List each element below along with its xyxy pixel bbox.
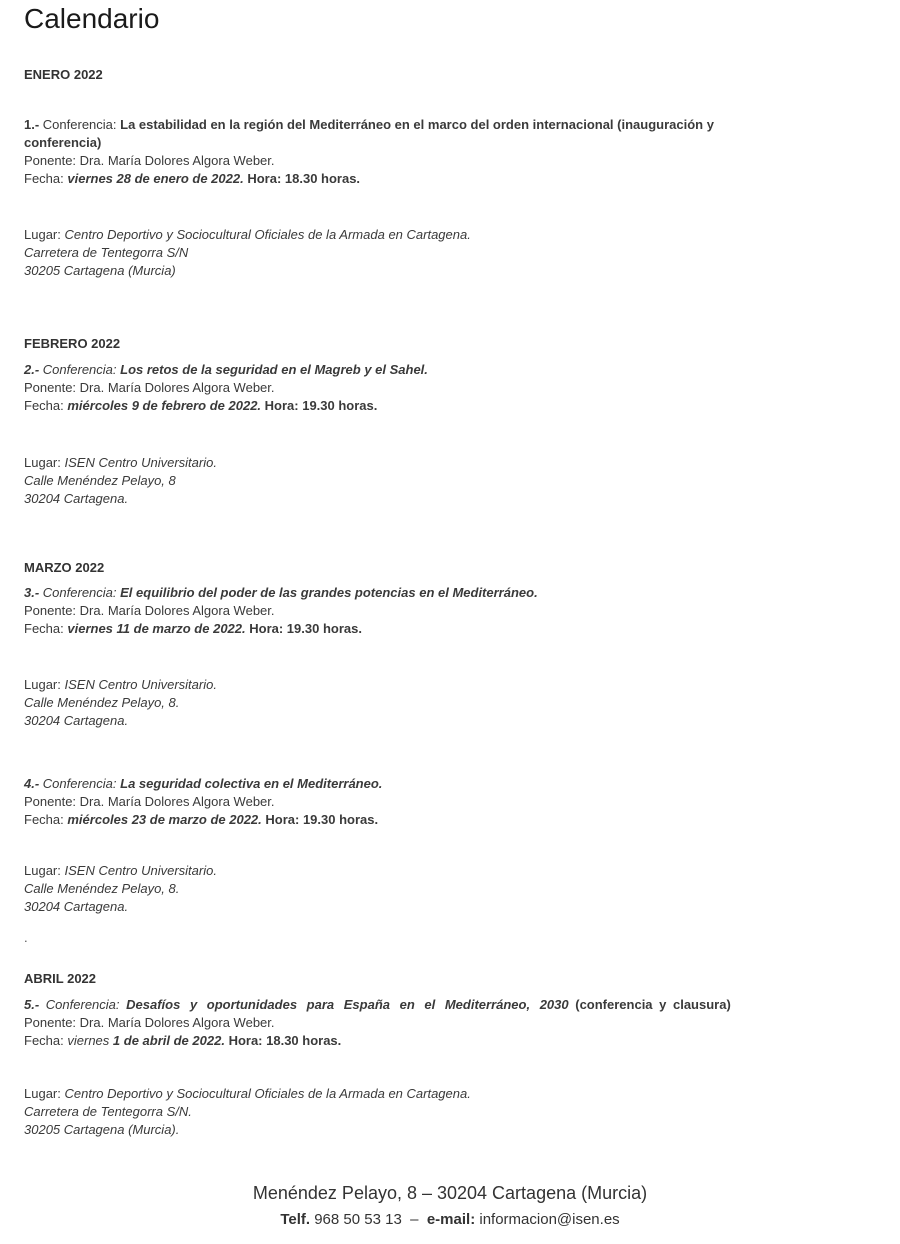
place-line xyxy=(24,226,870,244)
event-time: Hora: 18.30 horas. xyxy=(247,171,361,186)
place-label: Lugar: xyxy=(24,455,61,470)
event-number: 1.- xyxy=(24,117,40,132)
place-name: ISEN Centro Universitario. xyxy=(64,455,217,470)
event-date-line xyxy=(24,170,870,188)
event-5 xyxy=(24,996,870,1050)
event-speaker: Ponente: Dra. María Dolores Algora Weber. xyxy=(24,1015,275,1030)
month-heading-febrero: FEBRERO 2022 xyxy=(24,336,121,351)
event-topic: El equilibrio del poder de las grandes potencias en el Mediterráneo. xyxy=(120,585,538,600)
event-3-topic-line xyxy=(24,584,870,602)
stray-period: . xyxy=(24,930,28,945)
event-topic: La seguridad colectiva en el Mediterráneo. xyxy=(120,776,383,791)
event-2 xyxy=(24,361,870,415)
event-time: Hora: 18.30 horas. xyxy=(228,1033,342,1048)
event-4 xyxy=(24,775,870,829)
event-speaker: Ponente: Dra. María Dolores Algora Weber. xyxy=(24,794,275,809)
tel-number: 968 50 53 13 xyxy=(314,1211,402,1228)
place-label: Lugar: xyxy=(24,863,61,878)
event-date: viernes 11 de marzo de 2022. xyxy=(67,621,246,636)
month-heading-enero: ENERO 2022 xyxy=(24,67,103,82)
event-date-line xyxy=(24,811,870,829)
footer-address: Menéndez Pelayo, 8 – 30204 Cartagena (Murcia) xyxy=(252,1183,648,1203)
event-2-topic-line xyxy=(24,361,870,379)
event-date-line xyxy=(24,397,870,415)
event-kind: Conferencia: xyxy=(42,362,117,377)
event-number: 3.- xyxy=(24,585,40,600)
email-link[interactable]: informacion@isen.es xyxy=(479,1211,620,1228)
event-1-place xyxy=(24,226,870,280)
place-name: Centro Deportivo y Sociocultural Oficiales de la Armada en Cartagena. xyxy=(64,1086,471,1101)
event-1 xyxy=(24,116,870,188)
event-topic-suffix: (conferencia y clausura) xyxy=(575,997,731,1012)
event-date-line xyxy=(24,1032,870,1050)
place-label: Lugar: xyxy=(24,1086,61,1101)
event-time: Hora: 19.30 horas. xyxy=(265,812,379,827)
event-2-place xyxy=(24,454,870,508)
event-4-place xyxy=(24,862,870,916)
event-topic-continued: conferencia) xyxy=(24,135,102,150)
event-time: Hora: 19.30 horas. xyxy=(264,398,378,413)
event-number: 4.- xyxy=(24,776,40,791)
date-label: Fecha: xyxy=(24,621,64,636)
event-date: miércoles 9 de febrero de 2022. xyxy=(67,398,262,413)
event-5-topic-line xyxy=(24,996,870,1014)
event-5-place xyxy=(24,1085,870,1139)
place-line xyxy=(24,676,870,694)
event-speaker: Ponente: Dra. María Dolores Algora Weber. xyxy=(24,603,275,618)
place-address-1: Calle Menéndez Pelayo, 8 xyxy=(24,473,176,488)
place-address-2: 30205 Cartagena (Murcia) xyxy=(24,263,176,278)
month-heading-marzo: MARZO 2022 xyxy=(24,560,105,575)
footer-contact xyxy=(0,1210,900,1230)
place-address-1: Calle Menéndez Pelayo, 8. xyxy=(24,881,180,896)
event-kind: Conferencia: xyxy=(42,117,117,132)
place-line xyxy=(24,1085,870,1103)
event-topic: Desafíos y oportunidades para España en el Mediterráneo, 2030 xyxy=(126,997,569,1012)
place-label: Lugar: xyxy=(24,677,61,692)
event-speaker: Ponente: Dra. María Dolores Algora Weber. xyxy=(24,153,275,168)
place-address-2: 30204 Cartagena. xyxy=(24,491,129,506)
event-date-line xyxy=(24,620,870,638)
date-label: Fecha: xyxy=(24,171,64,186)
place-address-2: 30204 Cartagena. xyxy=(24,899,129,914)
email-label: e-mail: xyxy=(426,1211,476,1228)
event-number: 2.- xyxy=(24,362,40,377)
place-address-2: 30205 Cartagena (Murcia). xyxy=(24,1122,180,1137)
tel-label: Telf. xyxy=(280,1211,311,1228)
event-4-topic-line xyxy=(24,775,870,793)
date-label: Fecha: xyxy=(24,812,64,827)
event-3-place xyxy=(24,676,870,730)
page-title: Calendario xyxy=(24,3,160,34)
event-kind: Conferencia: xyxy=(42,776,117,791)
month-heading-abril: ABRIL 2022 xyxy=(24,971,97,986)
date-label: Fecha: xyxy=(24,1033,64,1048)
place-line xyxy=(24,862,870,880)
place-name: ISEN Centro Universitario. xyxy=(64,863,217,878)
event-topic: Los retos de la seguridad en el Magreb y el Sahel. xyxy=(120,362,428,377)
event-kind: Conferencia: xyxy=(42,585,117,600)
event-date: 1 de abril de 2022. xyxy=(112,1033,225,1048)
place-address-1: Calle Menéndez Pelayo, 8. xyxy=(24,695,180,710)
event-number: 5.- xyxy=(24,997,40,1012)
event-date-weekday: viernes xyxy=(67,1033,110,1048)
place-address-2: 30204 Cartagena. xyxy=(24,713,129,728)
event-speaker: Ponente: Dra. María Dolores Algora Weber. xyxy=(24,380,275,395)
event-1-topic-line xyxy=(24,116,870,134)
event-kind: Conferencia: xyxy=(45,997,120,1012)
event-date: viernes 28 de enero de 2022. xyxy=(67,171,244,186)
place-label: Lugar: xyxy=(24,227,61,242)
event-time: Hora: 19.30 horas. xyxy=(249,621,362,636)
place-name: ISEN Centro Universitario. xyxy=(64,677,217,692)
place-line xyxy=(24,454,870,472)
place-name: Centro Deportivo y Sociocultural Oficiales de la Armada en Cartagena. xyxy=(64,227,471,242)
separator: – xyxy=(410,1211,419,1228)
place-address-1: Carretera de Tentegorra S/N xyxy=(24,245,189,260)
event-date: miércoles 23 de marzo de 2022. xyxy=(67,812,262,827)
event-3 xyxy=(24,584,870,638)
place-address-1: Carretera de Tentegorra S/N. xyxy=(24,1104,192,1119)
date-label: Fecha: xyxy=(24,398,64,413)
event-topic: La estabilidad en la región del Mediterráneo en el marco del orden internacional (inauguración y xyxy=(120,117,714,132)
